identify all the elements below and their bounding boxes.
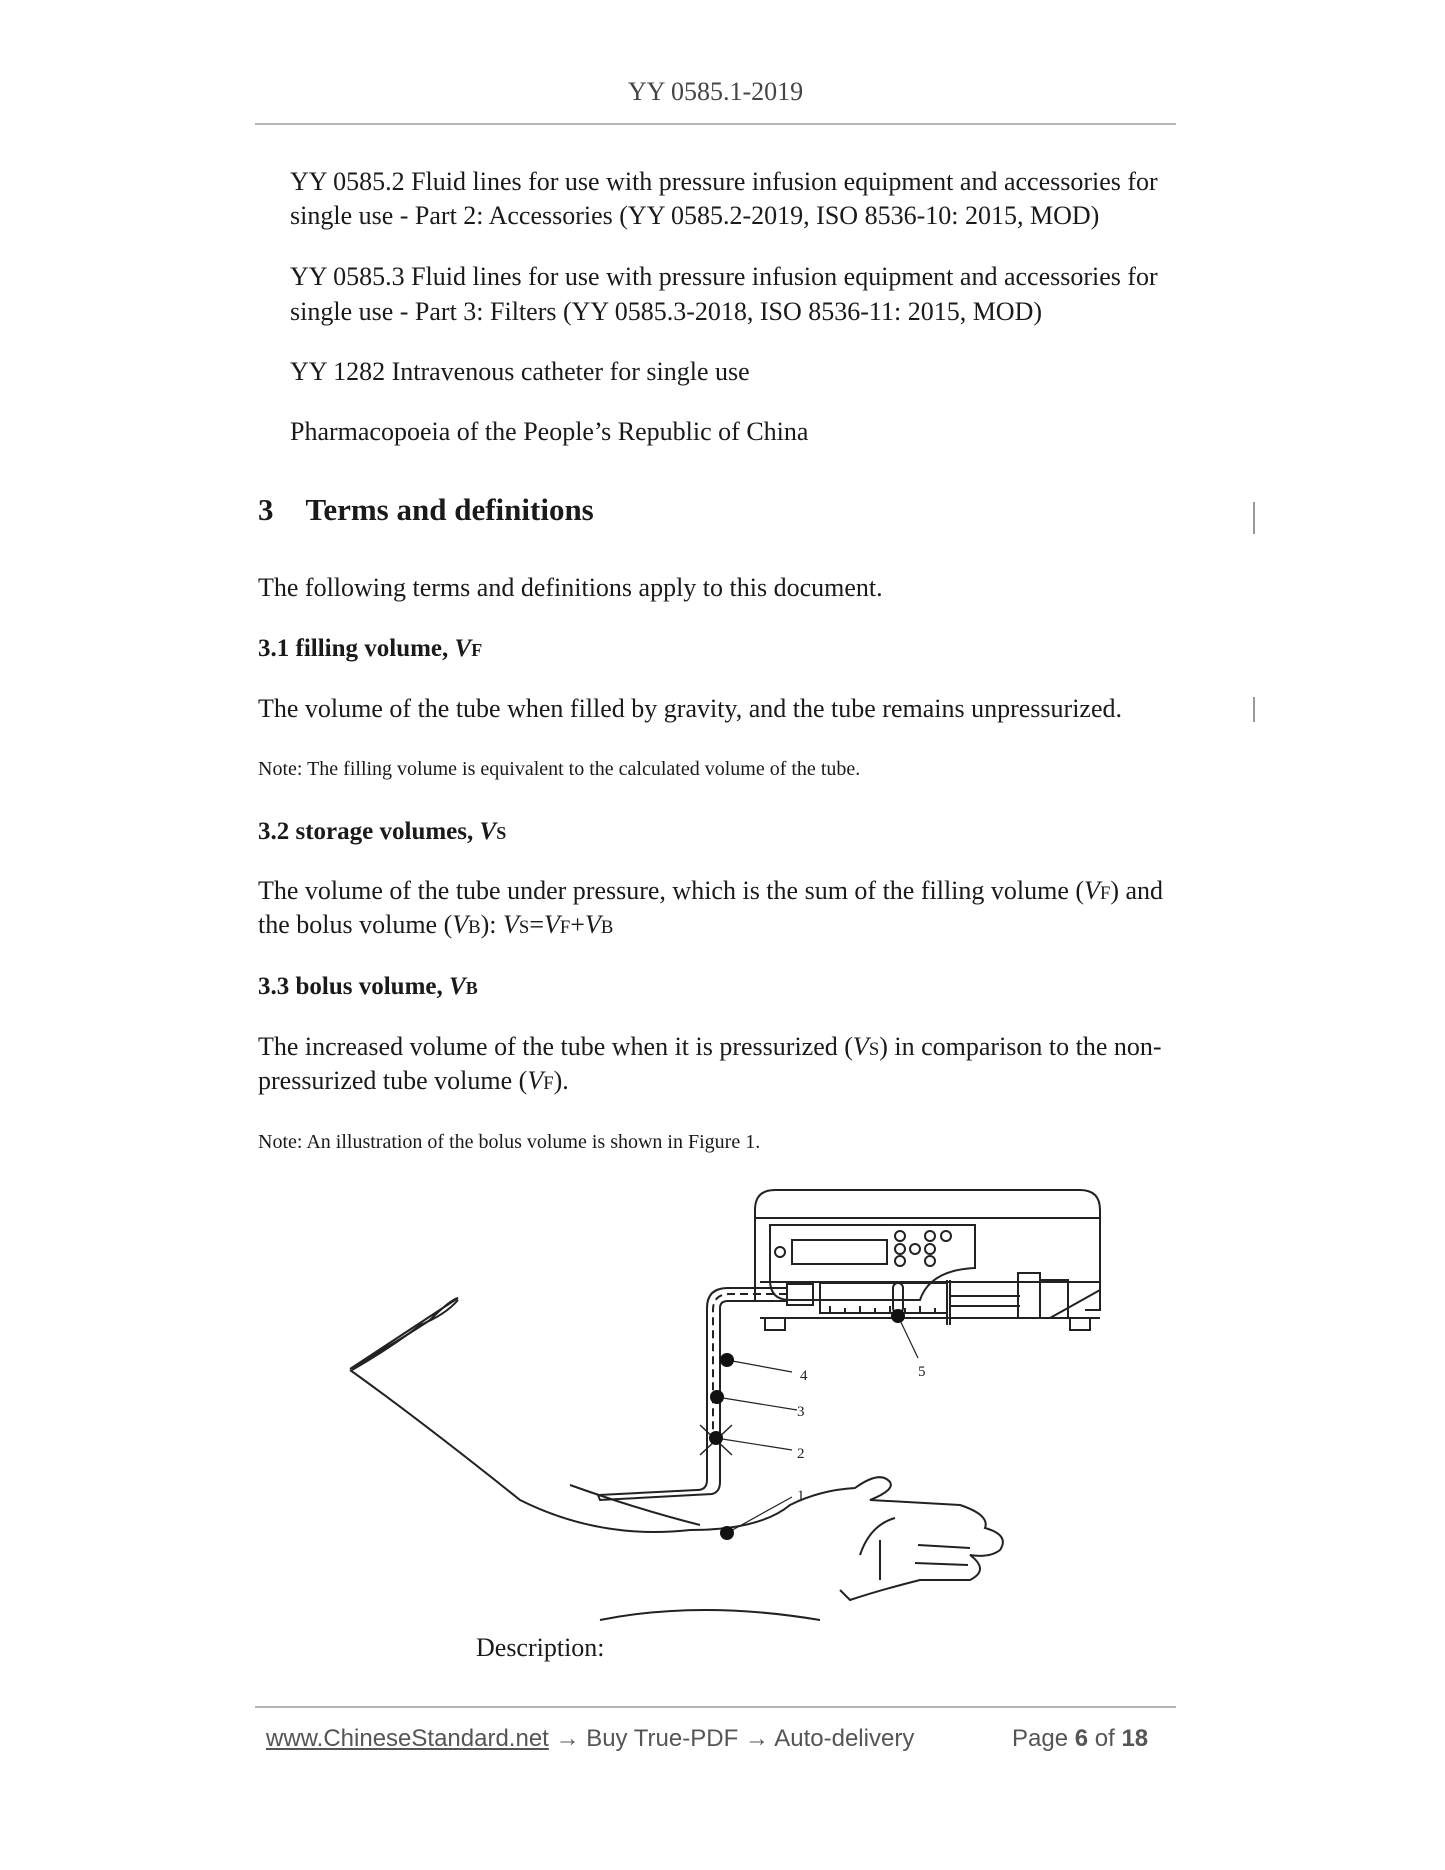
- syringe-pump-drawing: [755, 1190, 1100, 1330]
- callout-label-5: 5: [918, 1364, 926, 1380]
- footer-rule: [255, 1706, 1176, 1708]
- term-definition: The increased volume of the tube when it is pressurized (VS) in comparison to the non-: [258, 1032, 1162, 1061]
- reference-line: single use - Part 2: Accessories (YY 0585.2-2019, ISO 8536-10: 2015, MOD): [290, 201, 1100, 230]
- term-note: Note: An illustration of the bolus volume is shown in Figure 1.: [258, 1131, 761, 1153]
- term-heading: 3.3 bolus volume, VB: [258, 973, 478, 1000]
- reference-line: YY 0585.3 Fluid lines for use with pressure infusion equipment and accessories for: [290, 262, 1158, 291]
- reference-line: Pharmacopoeia of the People’s Republic of China: [290, 417, 809, 446]
- reference-line: YY 1282 Intravenous catheter for single use: [290, 357, 750, 386]
- term-definition: The volume of the tube under pressure, which is the sum of the filling volume (VF) and: [258, 876, 1164, 905]
- term-definition: pressurized tube volume (VF).: [258, 1066, 569, 1095]
- term-note: Note: The filling volume is equivalent to the calculated volume of the tube.: [258, 758, 861, 780]
- callout-label-3: 3: [797, 1404, 805, 1420]
- running-header: YY 0585.1-2019: [627, 77, 804, 106]
- figure-description-label: Description:: [476, 1633, 605, 1662]
- callout-label-1: 1: [797, 1488, 805, 1504]
- footer-left: www.ChineseStandard.net → Buy True-PDF → Auto-delivery: [266, 1725, 915, 1752]
- section-intro: The following terms and definitions apply to this document.: [258, 573, 883, 602]
- callout-label-2: 2: [797, 1446, 805, 1462]
- section-number: 3: [258, 492, 274, 527]
- callout-dots: [709, 1309, 905, 1540]
- arm-drawing: [350, 1298, 1003, 1620]
- term-heading: 3.1 filling volume, VF: [258, 635, 483, 662]
- infusion-line-drawing: [598, 1284, 813, 1500]
- section-title: Terms and definitions: [305, 492, 594, 527]
- page-number: Page 6 of 18: [1012, 1725, 1149, 1752]
- term-definition: the bolus volume (VB): VS=VF+VB: [258, 910, 614, 939]
- website-link[interactable]: www.ChineseStandard.net: [266, 1725, 549, 1752]
- reference-line: YY 0585.2 Fluid lines for use with pressure infusion equipment and accessories for: [290, 167, 1158, 196]
- term-definition: The volume of the tube when filled by gravity, and the tube remains unpressurized.: [258, 694, 1123, 723]
- term-heading: 3.2 storage volumes, VS: [258, 818, 507, 845]
- callout-label-4: 4: [800, 1368, 808, 1384]
- reference-line: single use - Part 3: Filters (YY 0585.3-2018, ISO 8536-11: 2015, MOD): [290, 297, 1043, 326]
